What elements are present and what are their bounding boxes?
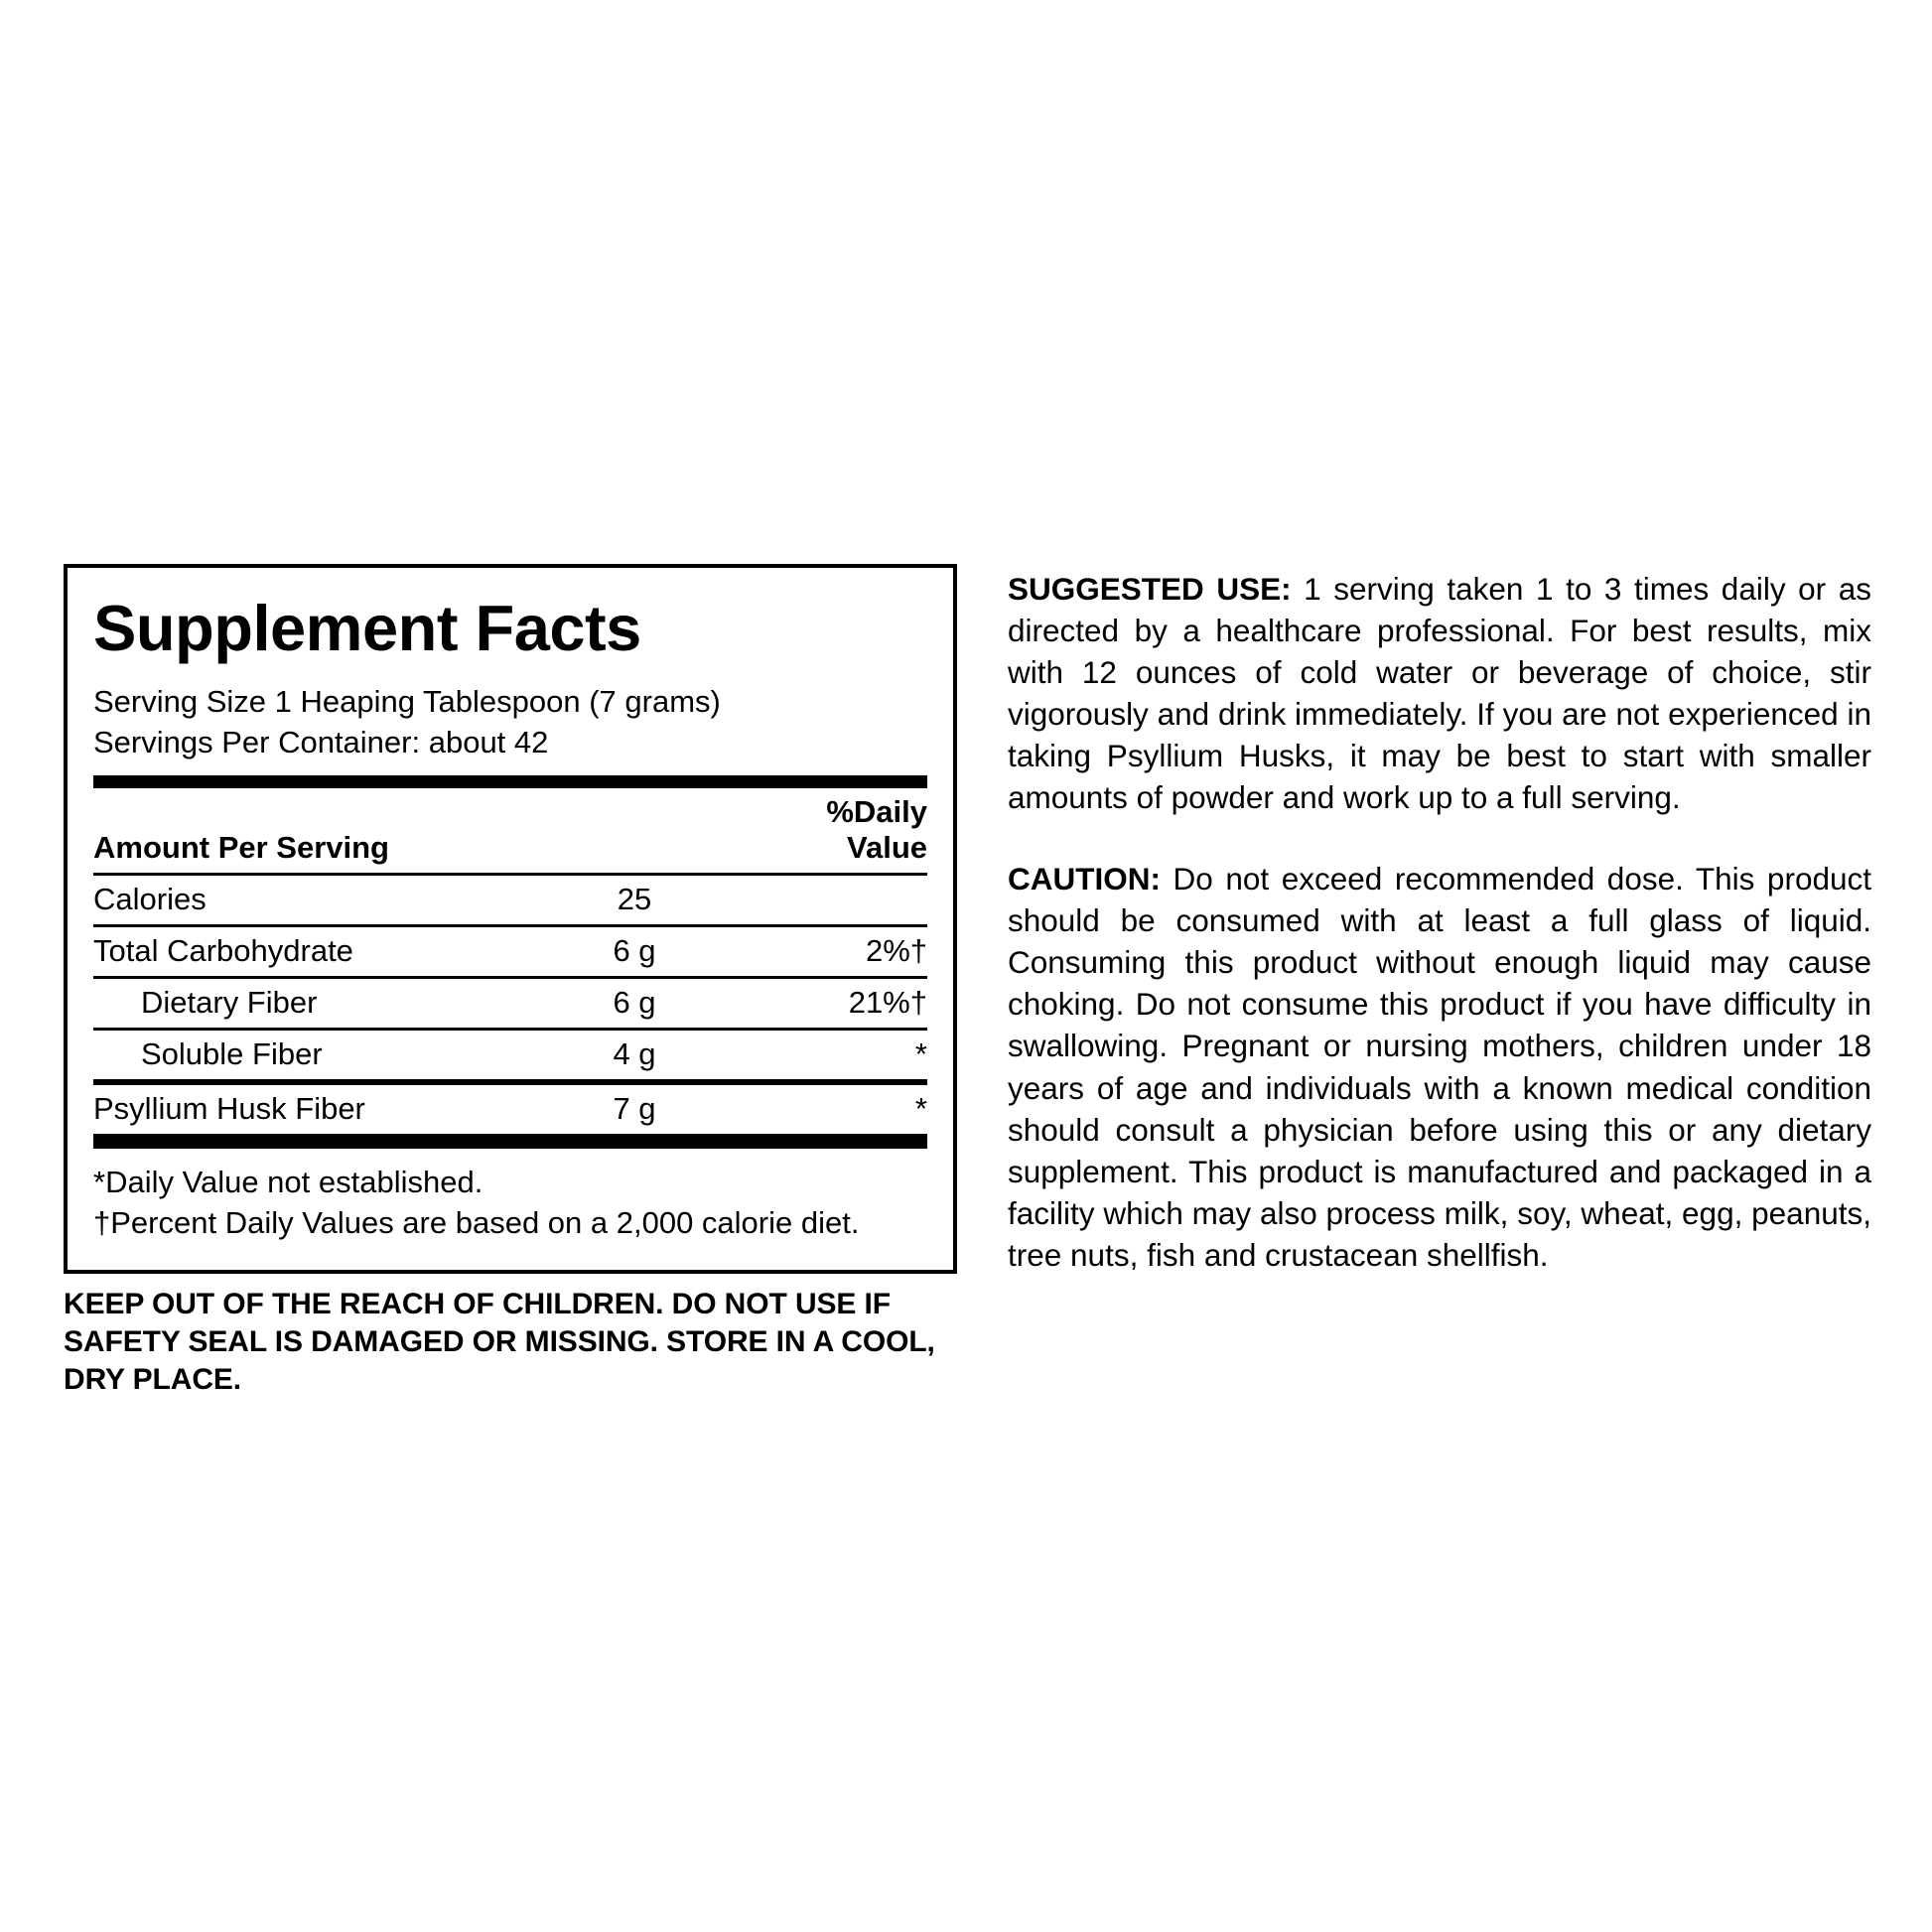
table-row — [93, 874, 927, 925]
supplement-facts-panel — [64, 564, 957, 1274]
divider-thick-top — [93, 775, 927, 788]
serving-size-line: Serving Size 1 Heaping Tablespoon (7 grams) — [93, 684, 721, 719]
footnote-dagger: †Percent Daily Values are based on a 2,000 calorie diet. — [93, 1204, 860, 1240]
right-column — [1008, 568, 1871, 1315]
nutrient-dv — [739, 874, 927, 925]
caution-label: CAUTION: — [1008, 861, 1161, 897]
nutrient-name: Total Carbohydrate — [93, 925, 530, 977]
table-row — [93, 925, 927, 977]
nutrient-amount: 4 g — [530, 1029, 739, 1079]
nutrient-amount: 7 g — [613, 1090, 656, 1126]
header-daily-value: %Daily Value — [826, 793, 927, 865]
suggested-use-paragraph — [1008, 568, 1871, 818]
table-row — [93, 1085, 927, 1134]
header-amount-per-serving: Amount Per Serving — [93, 829, 389, 865]
nutrient-amount: 25 — [530, 874, 739, 925]
nutrient-dv: * — [914, 1090, 927, 1126]
nutrient-dv: 21%† — [739, 977, 927, 1029]
caution-text: Do not exceed recommended dose. This product should be consumed with at least a full glass of liquid. Consuming this product without enough liquid may cause choking. Do not consume this product if you have difficulty in swallowing. Pregnant or nursing mothers, children under 18 years of age and individuals with a known medical condition should consult a physician before using this or any dietary supplement. This product is manufactured and packaged in a facility which may also process milk, soy, wheat, egg, peanuts, tree nuts, fish and crustacean shellfish. — [1008, 861, 1871, 1273]
caution-paragraph — [1008, 858, 1871, 1275]
nutrient-name: Dietary Fiber — [93, 977, 530, 1029]
nutrient-dv: 2%† — [739, 925, 927, 977]
additional-ingredient-table — [93, 1085, 927, 1134]
footnote-star: *Daily Value not established. — [93, 1164, 483, 1199]
suggested-use-label: SUGGESTED USE: — [1008, 571, 1292, 607]
nutrient-dv: * — [739, 1029, 927, 1079]
table-row — [93, 1029, 927, 1079]
nutrient-name: Psyllium Husk Fiber — [93, 1090, 365, 1126]
nutrient-name: Calories — [93, 874, 530, 925]
nutrition-table — [93, 788, 927, 1079]
divider-thick-bottom — [93, 1134, 927, 1149]
nutrient-amount: 6 g — [530, 925, 739, 977]
table-header-row — [93, 788, 927, 875]
left-column — [64, 564, 957, 1400]
keep-out-warning: KEEP OUT OF THE REACH OF CHILDREN. DO NOT USE IF SAFETY SEAL IS DAMAGED OR MISSING. STORE IN A COOL, DRY PLACE. — [64, 1287, 935, 1397]
suggested-use-text: 1 serving taken 1 to 3 times daily or as directed by a healthcare professional. For best results, mix with 12 ounces of cold water or beverage of choice, stir vigorously and drink immediately. If you are not experienced in taking Psyllium Husks, it may be best to start with smaller amounts of powder and work up to a full serving. — [1008, 571, 1871, 816]
nutrient-amount: 6 g — [530, 977, 739, 1029]
nutrient-name: Soluble Fiber — [93, 1029, 530, 1079]
table-row — [93, 977, 927, 1029]
header-spacer — [530, 788, 739, 875]
panel-title: Supplement Facts — [93, 592, 641, 664]
servings-per-container-line: Servings Per Container: about 42 — [93, 724, 549, 759]
